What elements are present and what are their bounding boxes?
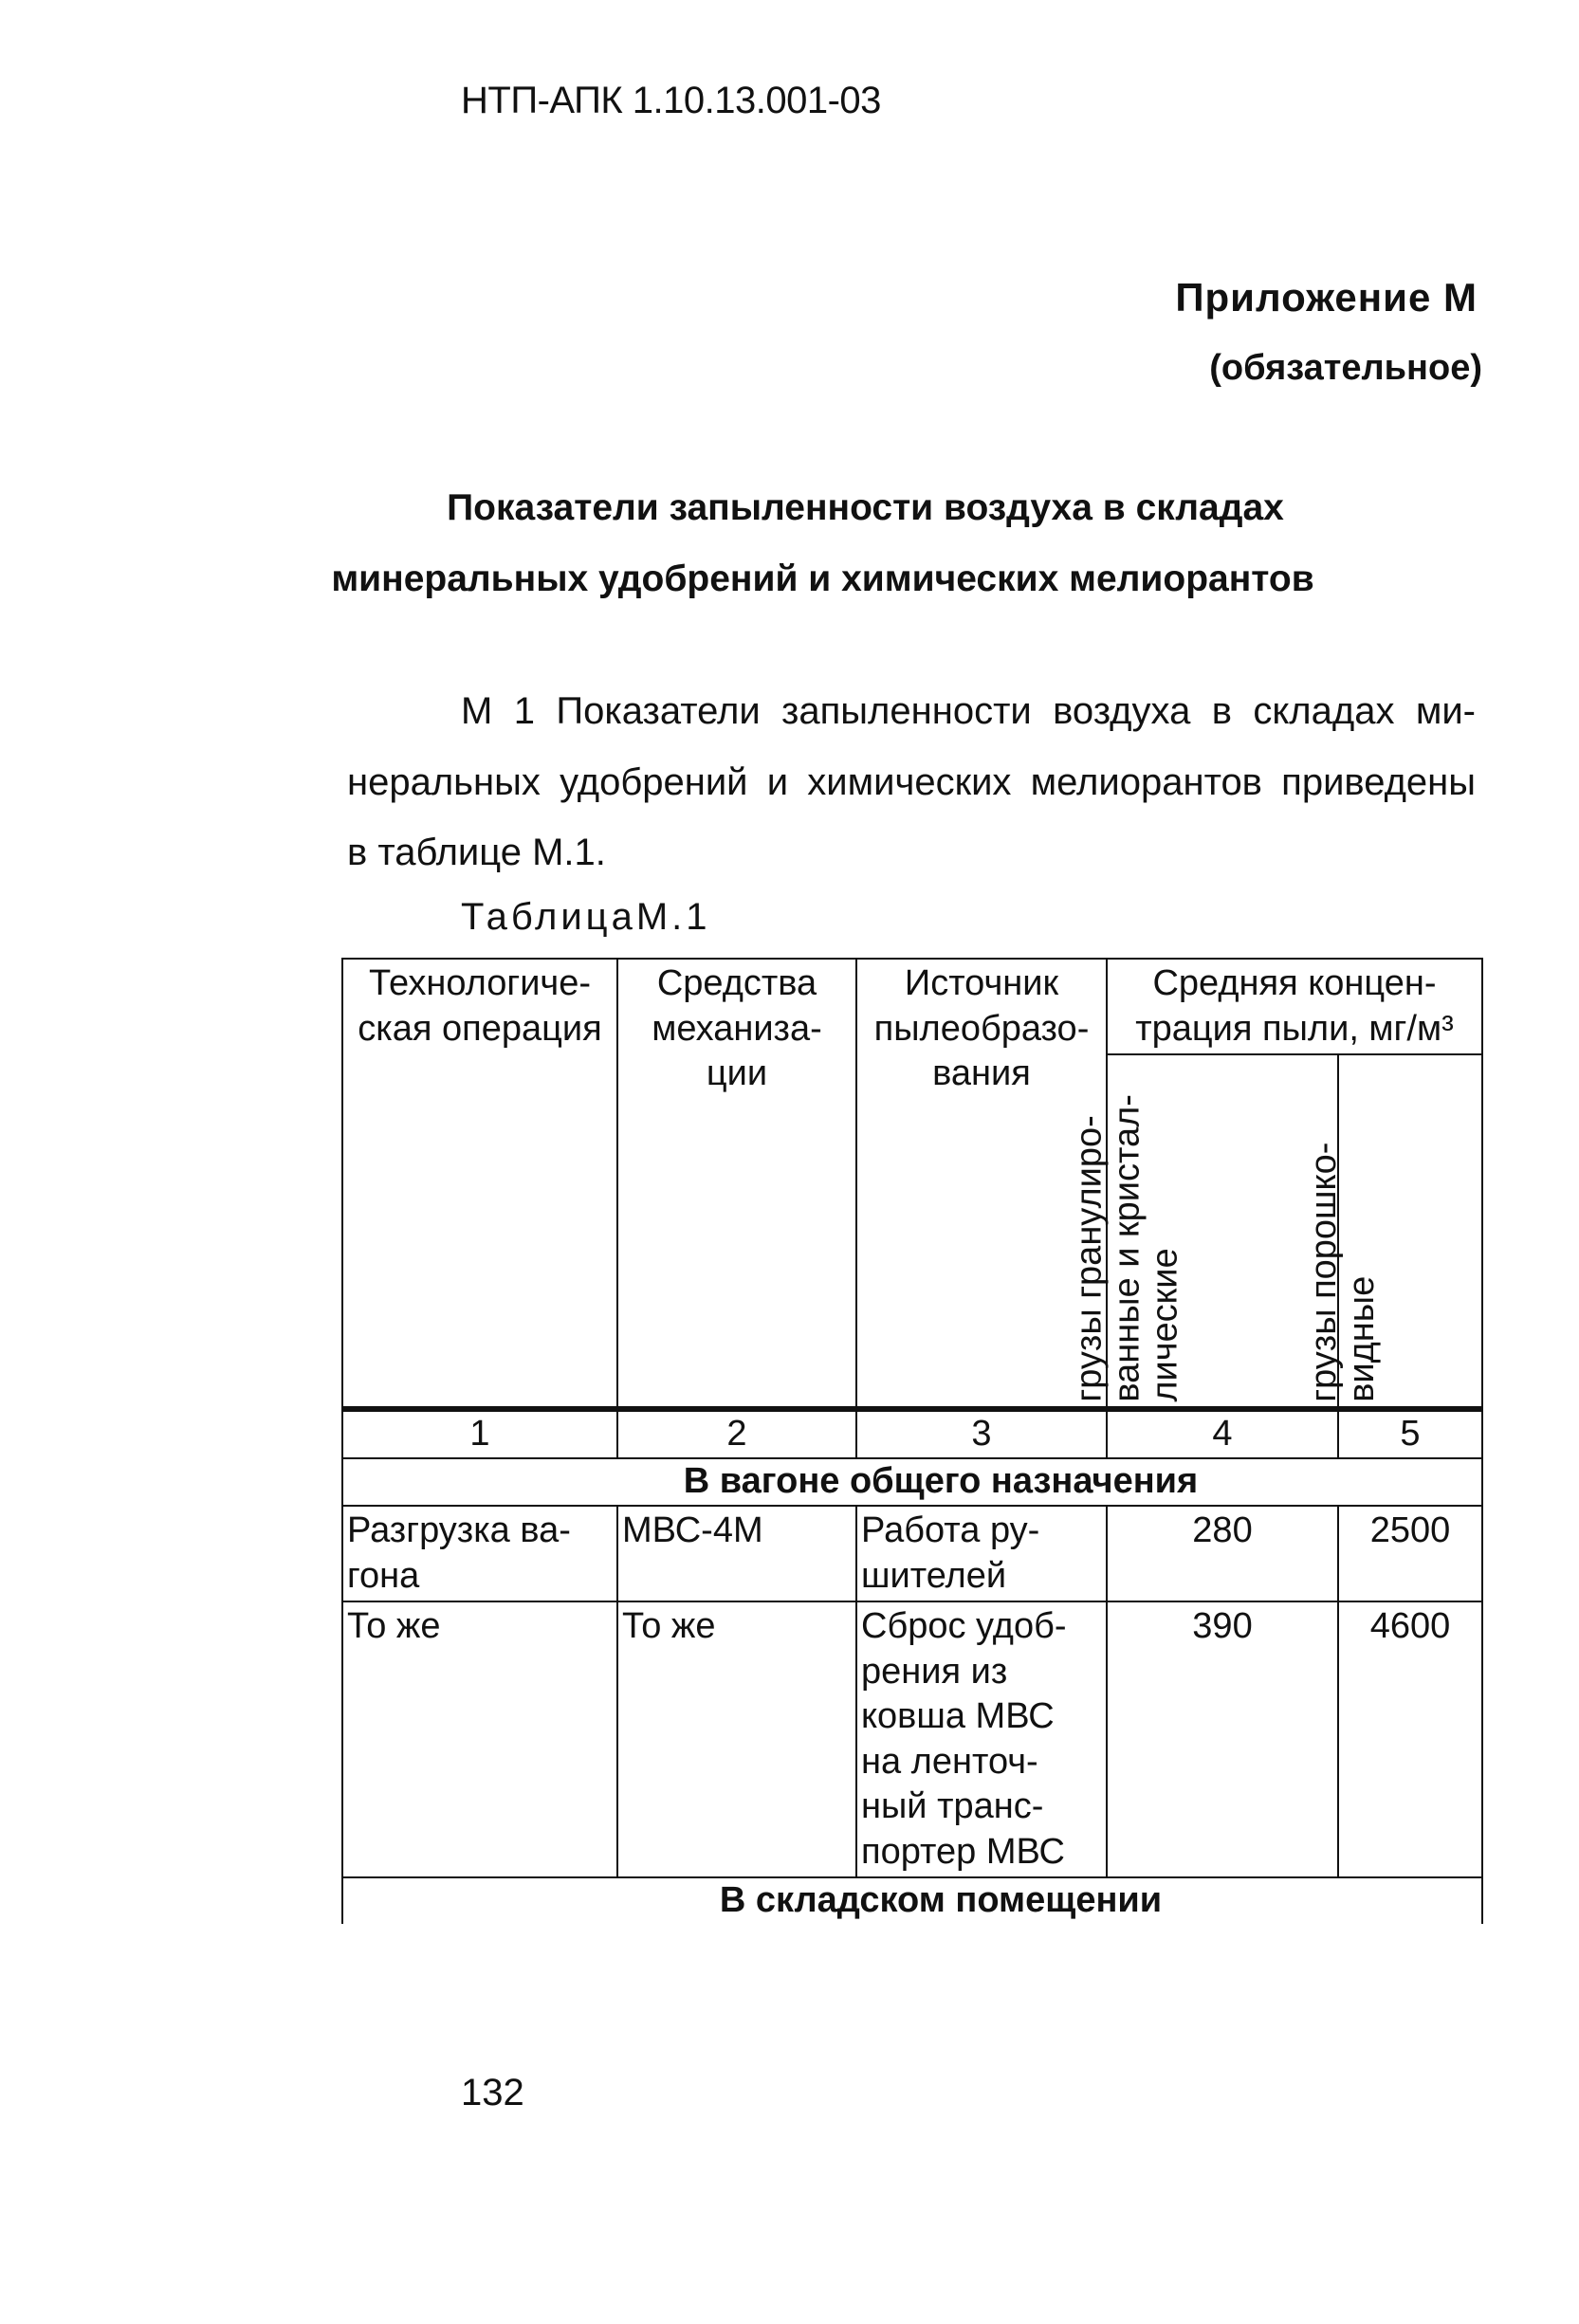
- paragraph-line-1: М 1 Показатели запыленности воздуха в складах ми-: [461, 690, 1476, 732]
- paragraph-line-2: неральных удобрений и химических мелиорантов приведены: [347, 761, 1476, 803]
- cell-mechanization: МВС-4М: [617, 1506, 856, 1601]
- table-header-row: [342, 959, 1482, 1054]
- section-heading-line-2: минеральных удобрений и химических мелиорантов: [331, 558, 1314, 599]
- paragraph-line-3: в таблице М.1.: [347, 832, 606, 873]
- cell-granular-value: 390: [1107, 1601, 1338, 1877]
- column-number: 1: [342, 1409, 617, 1458]
- appendix-title: Приложение М: [1175, 275, 1478, 320]
- dust-concentration-table: [341, 958, 1483, 1924]
- column-number: 5: [1338, 1409, 1482, 1458]
- appendix-status: (обязательное): [1209, 348, 1482, 388]
- header-dust-source: Источник пылеобразо-вания: [856, 959, 1107, 1409]
- section-heading-line-1: Показатели запыленности воздуха в складах: [447, 487, 1284, 528]
- cell-powder-value: 2500: [1338, 1506, 1482, 1601]
- cell-operation: То же: [342, 1601, 617, 1877]
- cell-powder-value: 4600: [1338, 1601, 1482, 1877]
- header-average-concentration: Средняя концен-трация пыли, мг/м³: [1107, 959, 1482, 1054]
- header-powder-cargo: [1304, 1054, 1482, 1409]
- document-code: НТП-АПК 1.10.13.001-03: [461, 80, 881, 121]
- table-row: [342, 1601, 1482, 1877]
- header-granular-cargo-text: грузы гранулиро-ванные и кристал-лические: [1069, 1094, 1185, 1402]
- header-powder-cargo-text: грузы порошко-видные: [1304, 1142, 1383, 1402]
- column-number: 4: [1107, 1409, 1338, 1458]
- header-operation: Технологиче-ская операция: [342, 959, 617, 1409]
- column-number: 2: [617, 1409, 856, 1458]
- column-number: 3: [856, 1409, 1107, 1458]
- cell-granular-value: 280: [1107, 1506, 1338, 1601]
- section-title-warehouse: В складском помещении: [342, 1877, 1482, 1924]
- cell-source: Работа ру-шителей: [856, 1506, 1107, 1601]
- section-title-wagon: В вагоне общего назначения: [342, 1458, 1482, 1506]
- page-number: 132: [461, 2072, 524, 2114]
- column-number-row: [342, 1409, 1482, 1458]
- section-row: [342, 1458, 1482, 1506]
- table-container: [341, 958, 1481, 1939]
- cell-mechanization: То же: [617, 1601, 856, 1877]
- section-row: [342, 1877, 1482, 1924]
- cell-operation: Разгрузка ва-гона: [342, 1506, 617, 1601]
- table-caption: ТаблицаМ.1: [461, 896, 711, 938]
- cell-source: Сброс удоб-рения из ковша МВС на ленточ-ный транс-портер МВС: [856, 1601, 1107, 1877]
- table-row: [342, 1506, 1482, 1601]
- header-mechanization: Средства механиза-ции: [617, 959, 856, 1409]
